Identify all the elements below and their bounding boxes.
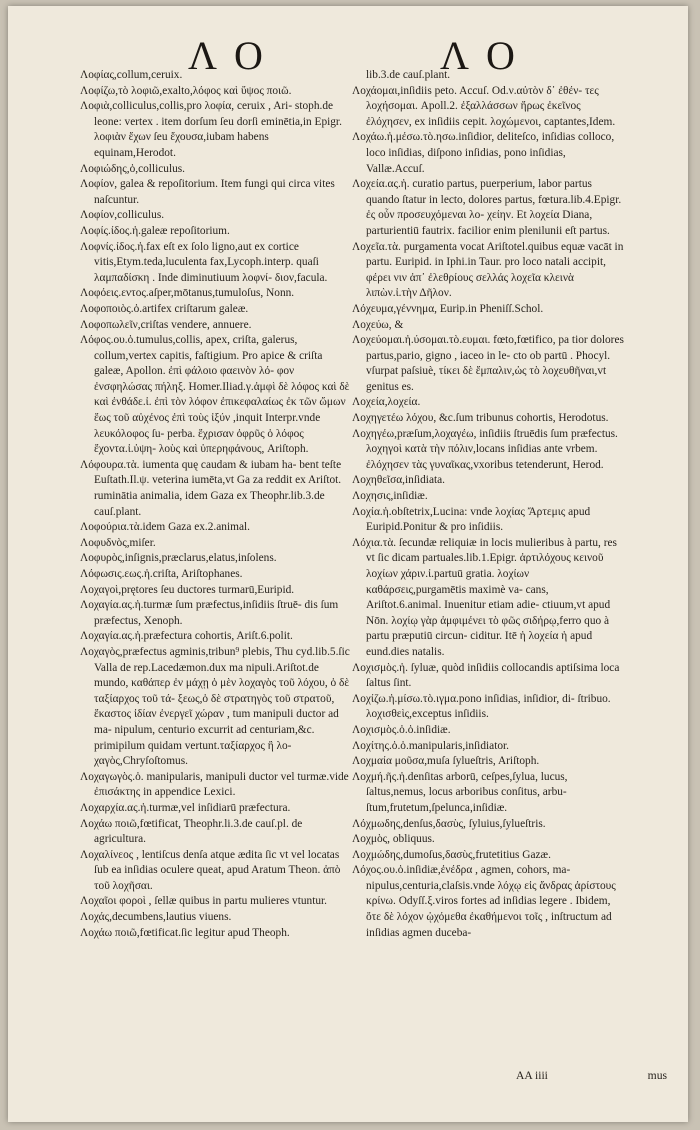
entry: Λοφόεις.εντος.aſper,mōtanus,tumuloſus, Nonn. (80, 287, 295, 300)
entry: Λοχεῖα.τὰ. purgamenta vocat Ariſtotel.quibus equæ vacāt in partu. Euripid. in Iphi.in Taur. pro loco natali accipit, φέρει νιν ἀπ᾽ ἐλεθρίους σελλάς λοχεῖα κλεινὰ λιπὼν.ἰ.τὴν Δῆλον. (352, 240, 624, 300)
entry: Λοχάω ποιῶ,fœtificat.ſic legitur apud Theoph. (80, 926, 290, 939)
entry: Λοχεύω, & (352, 318, 404, 331)
entry: Λοχάω ποιῶ,fœtificat, Theophr.li.3.de cauſ.pl. de agricultura. (80, 817, 303, 846)
entry: Λοφιὰ,colliculus,collis,pro λοφία, ceruix , Ari- stoph.de leone: vertex . item dorſum ſeu dorſi eminētia,in Epigr. λοφιὰν ἔχων ſeu ἔχουσα,iubam habens equinam,Herodot. (80, 100, 342, 159)
entry: Λοχαγωγὸς.ὁ. manipularis, manipuli ductor vel turmæ.vide ἐπισάκτης in appendice Lexici. (80, 770, 349, 799)
entry: Λοχαγία.ας.ἡ.turmæ ſum præfectus,inſidiis ſtruē- dis ſum præfectus, Xenoph. (80, 599, 339, 627)
entry: Λοχμαία μοῦσα,muſa ſylueſtris, Ariſtoph. (352, 755, 540, 768)
page-footer (516, 1069, 681, 1082)
entry: Λοχία.ἡ.obſtetrix,Lucina: vnde λοχίας Ἄρτεμις apud Euripid.Ponitur & pro inſidiis. (352, 505, 591, 534)
entry: Λοφίον, galea & repoſitorium. Item fungi qui circa vites naſcuntur. (80, 178, 335, 206)
entry: Λοχάω.ἡ.μέσω.τὸ.ησω.inſidior, deliteſco, inſidias colloco, loco inſidias, diſpono inſidias, pono inſidias, Vallæ.Accuſ. (352, 131, 615, 175)
entry: Λόφουρα.τὰ. iumenta quę caudam & iubam ha- bent teſte Euſtath.Il.ψ. veterina iumēta,vt Ga za reddit ex Ariſtot. ruminātia animalia, idem Gaza ex Theophr.lib.3.de cauſ.plant. (80, 458, 342, 518)
book-page (8, 6, 688, 1122)
entry: Λοφοπωλεῖν,criſtas vendere, annuere. (80, 318, 252, 331)
entry: Λόχμωδης,denſus,δασὺς, ſyluius,ſylueſtris. (352, 817, 546, 830)
entry: Λοχμή.ῆς.ἡ.denſitas arborū, ceſpes,ſylua, lucus, ſaltus,nemus, locus arboribus conſitus, arbu- ſtum,frutetum,ſpelunca,inſidiæ. (352, 770, 568, 814)
entry: Λόφωσις.εως.ἡ.criſta, Ariſtophanes. (80, 568, 243, 580)
running-head-left: Λ Ο (188, 33, 267, 78)
entry: Λοχησις,inſidiæ. (352, 490, 428, 503)
catchword: mus (647, 1069, 667, 1082)
entry: Λοχάομαι,inſidiis peto. Accuſ. Od.ν.αὐτὸν δ᾽ ἐθέν- τες λοχήσομαι. Apoll.2. ἐξαλλάσσων ἥρως ἐκεῖνος ἐλόχησεν, ex inſidiis cepit. λοχώμενοι, captantes,Idem. (352, 84, 616, 128)
entry: Λοχεία,λοχεία. (352, 396, 421, 409)
entry: Λοχάς,decumbens,lautius viuens. (80, 911, 232, 924)
entry: Λοχαρχία.ας.ἡ.turmæ,vel inſidiarū præfectura. (80, 801, 291, 814)
entry: Λοχισμὸς.ἡ. ſyluæ, quòd inſidiis collocandis aptiſsima loca ſaltus ſint. (352, 661, 620, 690)
entry: Λοχίτης.ὁ.ὁ.manipularis,inſidiator. (352, 739, 510, 752)
entry: Λοχαλίνεος , lentiſcus denſa atque ædita ſic vt vel locatas ſub ea inſidias oculere queat, apud Aratum Theon. ἀπὸ τοῦ λοχῆσαι. (80, 848, 341, 892)
entry: Λοφιώδης,ὁ,colliculus. (80, 162, 186, 175)
entry-continuation: lib.3.de cauſ.plant. (366, 69, 451, 81)
entry: Λοχισμὸς.ὁ.ὁ.inſidiæ. (352, 723, 451, 736)
entry: Λόφος.ου.ὁ.tumulus,collis, apex, criſta, galerus, collum,vertex capitis, faſtigium. Pro apice & criſta galeæ, Apollon. ἐπὶ φάλοιο φαεινὸν λό- φον ἐνσφηλώσας πήληξ. Homer.Iliad.γ.ἀμφὶ δὲ λόφος καὶ δὲ καὶ ἐνθάδε.ἰ. ἐπὶ τὸν λόφον ἐπικεφαλαίως ἐκ τῶν ὤμων ἕως τοῦ αὐχένος ἐπὶ τοὺς ἰξύν ,inquit Interpr.vnde λευκόλοφος ſu- perba. ἔχρισαν ὀφρῦς ὁ λόφος ἔχοντα.ἰ.ὑψη- λοὺς καὶ ὑπερηφάνους, Ariſtoph. (80, 334, 350, 456)
entry: Λοφνίς.ίδος.ἡ.fax eſt ex ſolo ligno,aut ex cortice vitis,Etym.teda,luculenta fax,Lycoph.interp. quaſi λαμπαδίσκη . Inde diminutiuum λοφνί- διον,facula. (80, 240, 328, 284)
signature-mark: AA iiii (516, 1069, 548, 1082)
entry: Λόχευμα,γέννημα, Eurip.in Pheniſſ.Schol. (352, 302, 544, 315)
entry: Λοχηγέω,præſum,λοχαγέω, inſidiis ſtruēdis ſum præfectus. λοχηγοὶ κατὰ τὴν πόλιν,locans inſidias ante vrbem. ἐλόχησεν τὰς γυναῖκας,vxoribus tetenderunt, Herod. (352, 427, 618, 471)
entry: Λοχεύομαι.ἡ.ύσομαι.τὸ.ευμαι. fœto,fœtifico, pa tior dolores partus,pario, gigno , iaceo in le- cto ob partū . Phocyl. vſurpat paſsiuè, τίκει δὲ ἔμπαλιν,ὡς τὸ λοχευθῆναι,vt genitus es. (352, 334, 624, 393)
entry: Λοφοποιὸς.ὁ.artifex criſtarum galeæ. (80, 302, 249, 315)
entry: Λοχμώδης,dumoſus,δασὺς,frutetitius Gazæ. (352, 848, 551, 861)
entry: Λοχηγετέω λόχου, &c.ſum tribunus cohortis, Herodotus. (352, 412, 609, 425)
entry: Λοφούρια.τὰ.idem Gaza ex.2.animal. (80, 521, 250, 534)
left-column (80, 68, 352, 941)
entry: Λοφίς.ίδος.ἡ.galeæ repoſitorium. (80, 224, 230, 237)
entry: Λοχεία.ας.ἡ. curatio partus, puerperium, labor partus quando ſtatur in lecto, dolores partus, fœtura.lib.4.Epigr. ἐς οὖν προσευχόμεναι λο- χείην. Et λοχεία Diana, parturientiū fautrix. facilior enim plenilunii eſt partus. (352, 178, 622, 237)
entry: Λόχος.ου.ὁ.inſidiæ,ἐνέδρα , agmen, cohors, ma- nipulus,centuria,claſsis.vnde λόχῳ εἰς ἄνδρας ἀρίστους κρίνω. Odyſſ.ξ.viros fortes ad inſidias legere . Ibidem, ὅτε δὲ λόχον ᾠχόμεθα ἐκαθήμενοι τοῖς , inſtructum ad inſidias agmen duceba- (352, 864, 616, 939)
entry: Λοχαγοὶ,prętores ſeu ductores turmarū,Euripid. (80, 583, 295, 596)
right-column (352, 68, 624, 941)
entry: Λοφυδνὸς,miſer. (80, 536, 156, 549)
entry: Λοχαγὸς,præfectus agminis,tribun⁹ plebis, Thu cyd.lib.5.ſic Valla de rep.Lacedæmon.dux ma nipuli.Ariſtot.de mundo, καθάπερ ἐν μάχῃ ὁ μὲν λοχαγὸς τοῦ λόχου, ὁ δὲ ταξίαρχος τοῦ τά- ξεως,ὁ δὲ στρατηγὸς τοῦ στρατοῦ, ἕκαστος ἰδίαν ἐνεργεῖ χώραν , tum manipuli ductor ad ma- nipulum, centurio excurrit ad centuriam,&c. primipilum quidam vertunt.ταξίαρχος ἢ λο- χαγὸς,Chryſoſtomus. (80, 645, 350, 768)
entry: Λοχαγία.ας.ἡ.præfectura cohortis, Ariſt.6.polit. (80, 630, 293, 643)
entry: Λοχηθεῖσα,inſidiata. (352, 474, 446, 487)
entry: Λοφυρὸς,inſignis,præclarus,elatus,inſolens. (80, 552, 277, 565)
entry: Λοφίζω,τὸ λοφιῶ,exalto,λόφος καὶ ὕψος ποιῶ. (80, 84, 292, 97)
entry: Λόχια.τὰ. ſecundæ reliquiæ in locis mulieribus à partu, res vt ſic dicam partuales.lib.1.Epigr. ἀρτιλόχους κεινοῦ λοχίων χάριν.ἰ.partuū gratia. λοχίων καθάρσεις,purgamētis maximè va- cans, Ariſtot.6.animal. Inuenitur etiam adie- ctiuum,vt apud Nōn. λοχίῳ γὰρ ἀμφιμένει τὸ φῶς σιδήρῳ,ferro quo à partu præputiū circun- ciditur. Itē ἡ λοχεία ἡ apud eund.dies natalis. (352, 536, 617, 658)
running-head-right: Λ Ο (440, 33, 519, 78)
entry: Λοφίας,collum,ceruix. (80, 69, 183, 81)
entry: Λοχμὸς, obliquus. (352, 833, 435, 846)
entry: Λοχαῖοι φοροὶ , ſellæ quibus in partu mulieres vtuntur. (80, 895, 328, 908)
entry: Λοφίον,colliculus. (80, 209, 165, 222)
entry: Λοχίζω.ἡ.μίσω.τὸ.ιγμα.pono inſidias, inſidior, di- ſtribuo. λοχισθεὶς,exceptus inſidiis. (352, 692, 611, 721)
